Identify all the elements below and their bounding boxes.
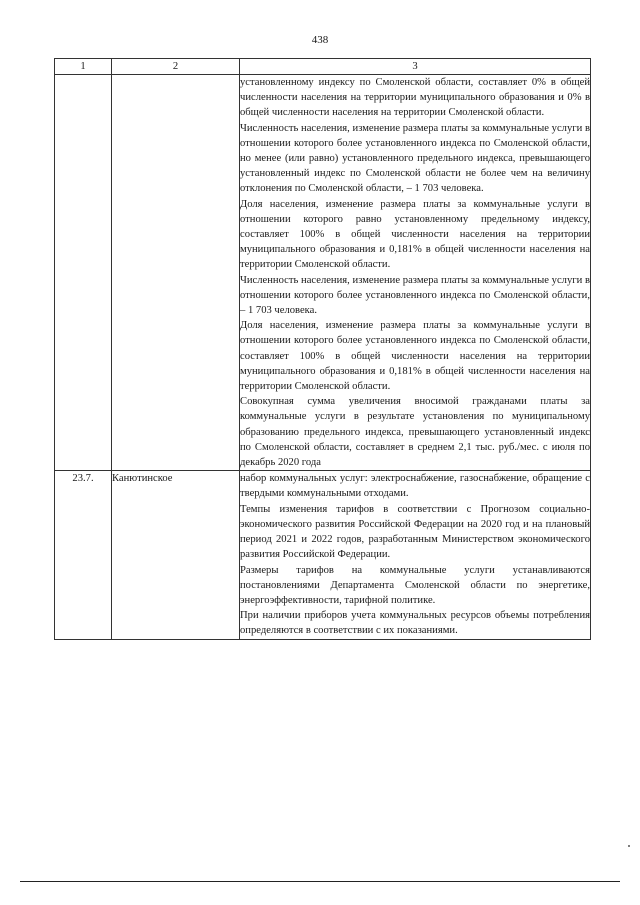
municipality-name-cell bbox=[112, 75, 240, 471]
row-number-cell bbox=[55, 75, 112, 471]
table-header-row bbox=[55, 59, 591, 75]
municipality-name-cell: Канютинское bbox=[112, 471, 240, 639]
paragraph: Численность населения, изменение размера платы за коммунальные услуги в отношении которого более установленного индекса по Смоленской области, – 1 703 человека. bbox=[240, 274, 590, 317]
paragraph: При наличии приборов учета коммунальных ресурсов объемы потребления определяются в соответствии с их показаниями. bbox=[240, 610, 590, 637]
data-table bbox=[54, 58, 591, 640]
paragraph: Совокупная сумма увеличения вносимой гражданами платы за коммунальные услуги в результате установления по муниципальному образованию предельного индекса, превышающего установленный индекс по Смоленской области, составляет в среднем 2,1 тыс. руб./мес. с июля по декабрь 2020 года bbox=[240, 396, 590, 469]
table-row bbox=[55, 75, 591, 471]
column-header-3: 3 bbox=[240, 59, 591, 75]
paragraph: Размеры тарифов на коммунальные услуги устанавливаются постановлениями Департамента Смоленской области по энергетике, энергоэффективности, тарифной политике. bbox=[240, 564, 590, 606]
paragraph: Темпы изменения тарифов в соответствии с Прогнозом социально-экономического развития Российской Федерации на 2020 год и на плановый период 2021 и 2022 годов, разработанным Министерством экономического развития Российской Федерации. bbox=[240, 503, 590, 561]
paragraph: Доля населения, изменение размера платы за коммунальные услуги в отношении которого равно установленному предельному индексу, составляет 100% в общей численности населения на территории муниципального образования и 0,181% в общей численности населения на территории Смоленской области. bbox=[240, 198, 590, 271]
table-row bbox=[55, 471, 591, 639]
paragraph: установленному индексу по Смоленской области, составляет 0% в общей численности населения на территории муниципального образования и 0% в общей численности населения на территории Смоленской области. bbox=[240, 77, 590, 119]
page-number: 438 bbox=[311, 34, 329, 46]
bottom-rule bbox=[20, 881, 620, 882]
column-header-1: 1 bbox=[55, 59, 112, 75]
scan-artifact bbox=[628, 845, 630, 847]
description-cell bbox=[240, 75, 591, 471]
paragraph: Доля населения, изменение размера платы за коммунальные услуги в отношении которого более установленного индекса по Смоленской области, составляет 100% в общей численности населения на территории муниципального образования и 0,181% в общей численности населения на территории Смоленской области. bbox=[240, 320, 590, 393]
paragraph: набор коммунальных услуг: электроснабжение, газоснабжение, обращение с твердыми коммунальными отходами. bbox=[240, 473, 590, 500]
description-cell bbox=[240, 471, 591, 639]
column-header-2: 2 bbox=[112, 59, 240, 75]
paragraph: Численность населения, изменение размера платы за коммунальные услуги в отношении которого более установленного индекса по Смоленской области, но менее (или равно) установленного предельного индекса, превышающего установленный индекс по Смоленской области не более чем на величину отклонения по Смоленской области, – 1 703 человека. bbox=[240, 122, 590, 195]
row-number-cell: 23.7. bbox=[55, 471, 112, 639]
